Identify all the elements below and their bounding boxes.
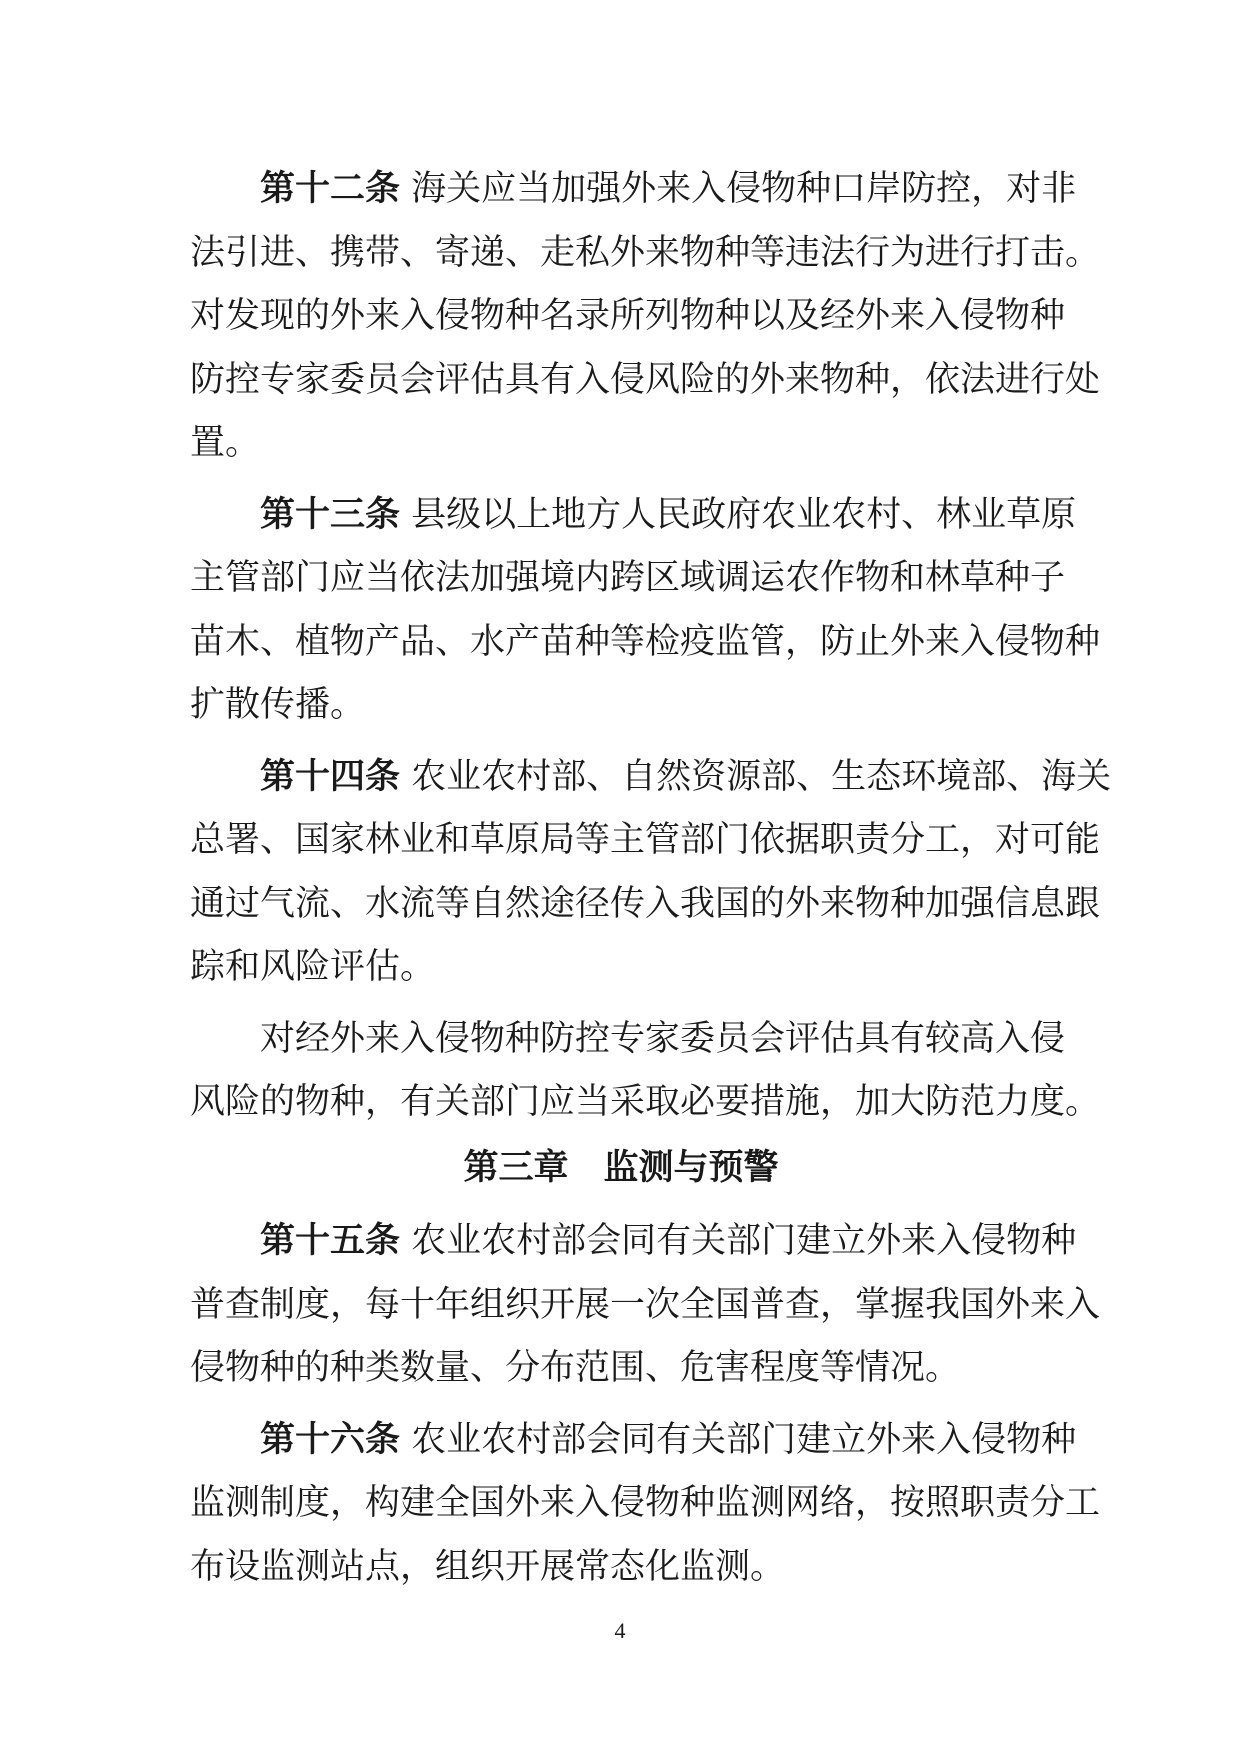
article-13 xyxy=(190,484,1101,738)
article-line: 通过气流、水流等自然途径传入我国的外来物种加强信息跟 xyxy=(190,883,1101,924)
article-text: 农业农村部会同有关部门建立外来入侵物种 xyxy=(411,1419,1077,1460)
chapter-title: 第三章 监测与预警 xyxy=(463,1147,779,1188)
article-line xyxy=(190,1409,1077,1473)
article-14 xyxy=(190,746,1112,1000)
article-line xyxy=(190,484,1077,548)
article-line: 总署、国家林业和草原局等主管部门依据职责分工，对可能 xyxy=(190,820,1101,860)
article-line: 苗木、植物产品、水产苗种等检疫监管，防止外来入侵物种 xyxy=(190,621,1101,662)
article-text: 县级以上地方人民政府农业农村、林业草原 xyxy=(411,494,1077,535)
article-text: 农业农村部、自然资源部、生态环境部、海关 xyxy=(411,756,1112,797)
article-line: 法引进、携带、寄递、走私外来物种等违法行为进行打击。 xyxy=(190,232,1101,273)
article-15 xyxy=(190,1210,1101,1401)
article-line: 主管部门应当依法加强境内跨区域调运农作物和林草种子 xyxy=(190,558,1066,598)
article-line: 布设监测站点，组织开展常态化监测。 xyxy=(190,1546,786,1587)
article-line: 侵物种的种类数量、分布范围、危害程度等情况。 xyxy=(190,1348,961,1388)
article-line xyxy=(190,158,1077,222)
article-text: 农业农村部会同有关部门建立外来入侵物种 xyxy=(411,1221,1077,1261)
page-number: 4 xyxy=(614,1618,626,1643)
article-line: 对经外来入侵物种防控专家委员会评估具有较高入侵 xyxy=(260,1018,1066,1059)
article-line: 扩散传播。 xyxy=(190,685,366,725)
article-16 xyxy=(190,1409,1101,1600)
article-line xyxy=(190,746,1112,810)
article-line: 踪和风险评估。 xyxy=(190,947,436,987)
document-body xyxy=(190,158,1112,1599)
article-14-paragraph-2 xyxy=(190,1008,1101,1135)
article-number: 第十二条 xyxy=(260,169,401,209)
article-line: 置。 xyxy=(190,423,261,463)
article-12 xyxy=(190,158,1101,476)
article-line: 风险的物种，有关部门应当采取必要措施，加大防范力度。 xyxy=(190,1082,1101,1122)
article-number: 第十三条 xyxy=(260,494,401,535)
article-text: 海关应当加强外来入侵物种口岸防控，对非 xyxy=(411,169,1077,209)
article-number: 第十四条 xyxy=(260,756,401,797)
article-line: 普查制度，每十年组织开展一次全国普查，掌握我国外来入 xyxy=(190,1284,1101,1325)
article-line: 监测制度，构建全国外来入侵物种监测网络，按照职责分工 xyxy=(190,1483,1101,1523)
article-line xyxy=(190,1210,1077,1274)
article-number: 第十六条 xyxy=(260,1419,401,1460)
article-line: 对发现的外来入侵物种名录所列物种以及经外来入侵物种 xyxy=(190,296,1066,336)
article-line: 防控专家委员会评估具有入侵风险的外来物种，依法进行处 xyxy=(190,359,1101,400)
article-number: 第十五条 xyxy=(260,1221,401,1261)
